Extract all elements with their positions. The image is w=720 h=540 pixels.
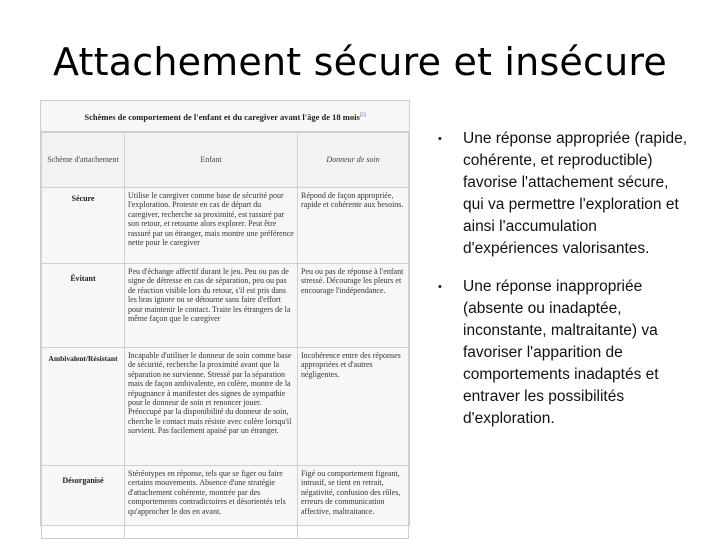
row-label: Désorganisé <box>42 466 125 539</box>
header-caregiver: Donneur de soin <box>298 133 409 188</box>
cell-caregiver: Figé ou comportement figeant, intrusif, se tient en retrait, négativité, confusion des rôles, erreurs de communication affective, maltraitance. <box>298 466 409 539</box>
cell-child: Incapable d'utiliser le donneur de soin comme base de sécurité, recherche la proximité avant que la séparation ne survienne. Stressé par la séparation mais de façon ambivalente, en colère, montre de la répugnance à manifester des signes de sympathie pour le donneur de soin et renoncer jouer. Préoccupé par la disponibilité du donneur de soin, cherche le contact mais résiste avec colère lorsqu'il survient. Pas facilement apaisé par un étranger. <box>125 348 298 466</box>
cell-child: Peu d'échange affectif durant le jeu. Peu ou pas de signe de détresse en cas de séparation, peu ou pas de réaction visible lors du retour, s'il est pris dans les bras ignore ou se détourne sans faire d'effort pour maintenir le contact. Traite les étrangers de la même façon que le caregiver <box>125 264 298 348</box>
table-row <box>42 348 409 466</box>
cell-child: Utilise le caregiver comme base de sécurité pour l'exploration. Proteste en cas de départ du caregiver, recherche sa proximité, est rassuré par son retour, et retourne alors explorer. Peut être rassuré par un étranger, mais montre une préférence nette pour le caregiver <box>125 188 298 264</box>
header-scheme: Schème d'attachement <box>42 133 125 188</box>
attachment-table <box>41 132 409 539</box>
header-child: Enfant <box>125 133 298 188</box>
bullet-text: Une réponse appropriée (rapide, cohérente, et reproductible) favorise l'attachement sécure, qui va permettre l'exploration et ainsi l'accumulation d'expériences valorisantes. <box>463 130 688 257</box>
table-row <box>42 188 409 264</box>
bullet-item <box>438 128 688 260</box>
table-caption-text: Schèmes de comportement de l'enfant et du caregiver avant l'âge de 18 mois <box>84 111 360 122</box>
cell-caregiver: Répond de façon appropriée, rapide et cohérente aux besoins. <box>298 188 409 264</box>
row-label: Ambivalent/Résistant <box>42 348 125 466</box>
row-label: Évitant <box>42 264 125 348</box>
row-label: Sécure <box>42 188 125 264</box>
bullet-dot-icon: • <box>438 281 442 293</box>
table-caption-ref: [5] <box>359 113 366 118</box>
table-row <box>42 264 409 348</box>
attachment-table-image <box>40 100 410 526</box>
bullet-list <box>438 128 688 446</box>
table-header-row <box>42 133 409 188</box>
table-row <box>42 466 409 539</box>
cell-caregiver: Peu ou pas de réponse à l'enfant stressé. Décourage les pleurs et encourage l'indépendance. <box>298 264 409 348</box>
table-caption <box>41 101 409 132</box>
bullet-text: Une réponse inappropriée (absente ou inadaptée, inconstante, maltraitante) va favoriser l'apparition de comportements inadaptés et entraver les possibilités d'exploration. <box>463 278 659 427</box>
bullet-dot-icon: • <box>438 133 442 145</box>
slide-title: Attachement sécure et insécure <box>53 40 667 84</box>
cell-child: Stéréotypes en réponse, tels que se figer ou faire certains mouvements. Absence d'une stratégie d'attachement cohérente, montrée par des comportements contradictoires et désorientés tels qu'approcher le dos en avant. <box>125 466 298 539</box>
cell-caregiver: Incohérence entre des réponses appropriées et d'autres négligentes. <box>298 348 409 466</box>
bullet-item <box>438 276 688 430</box>
